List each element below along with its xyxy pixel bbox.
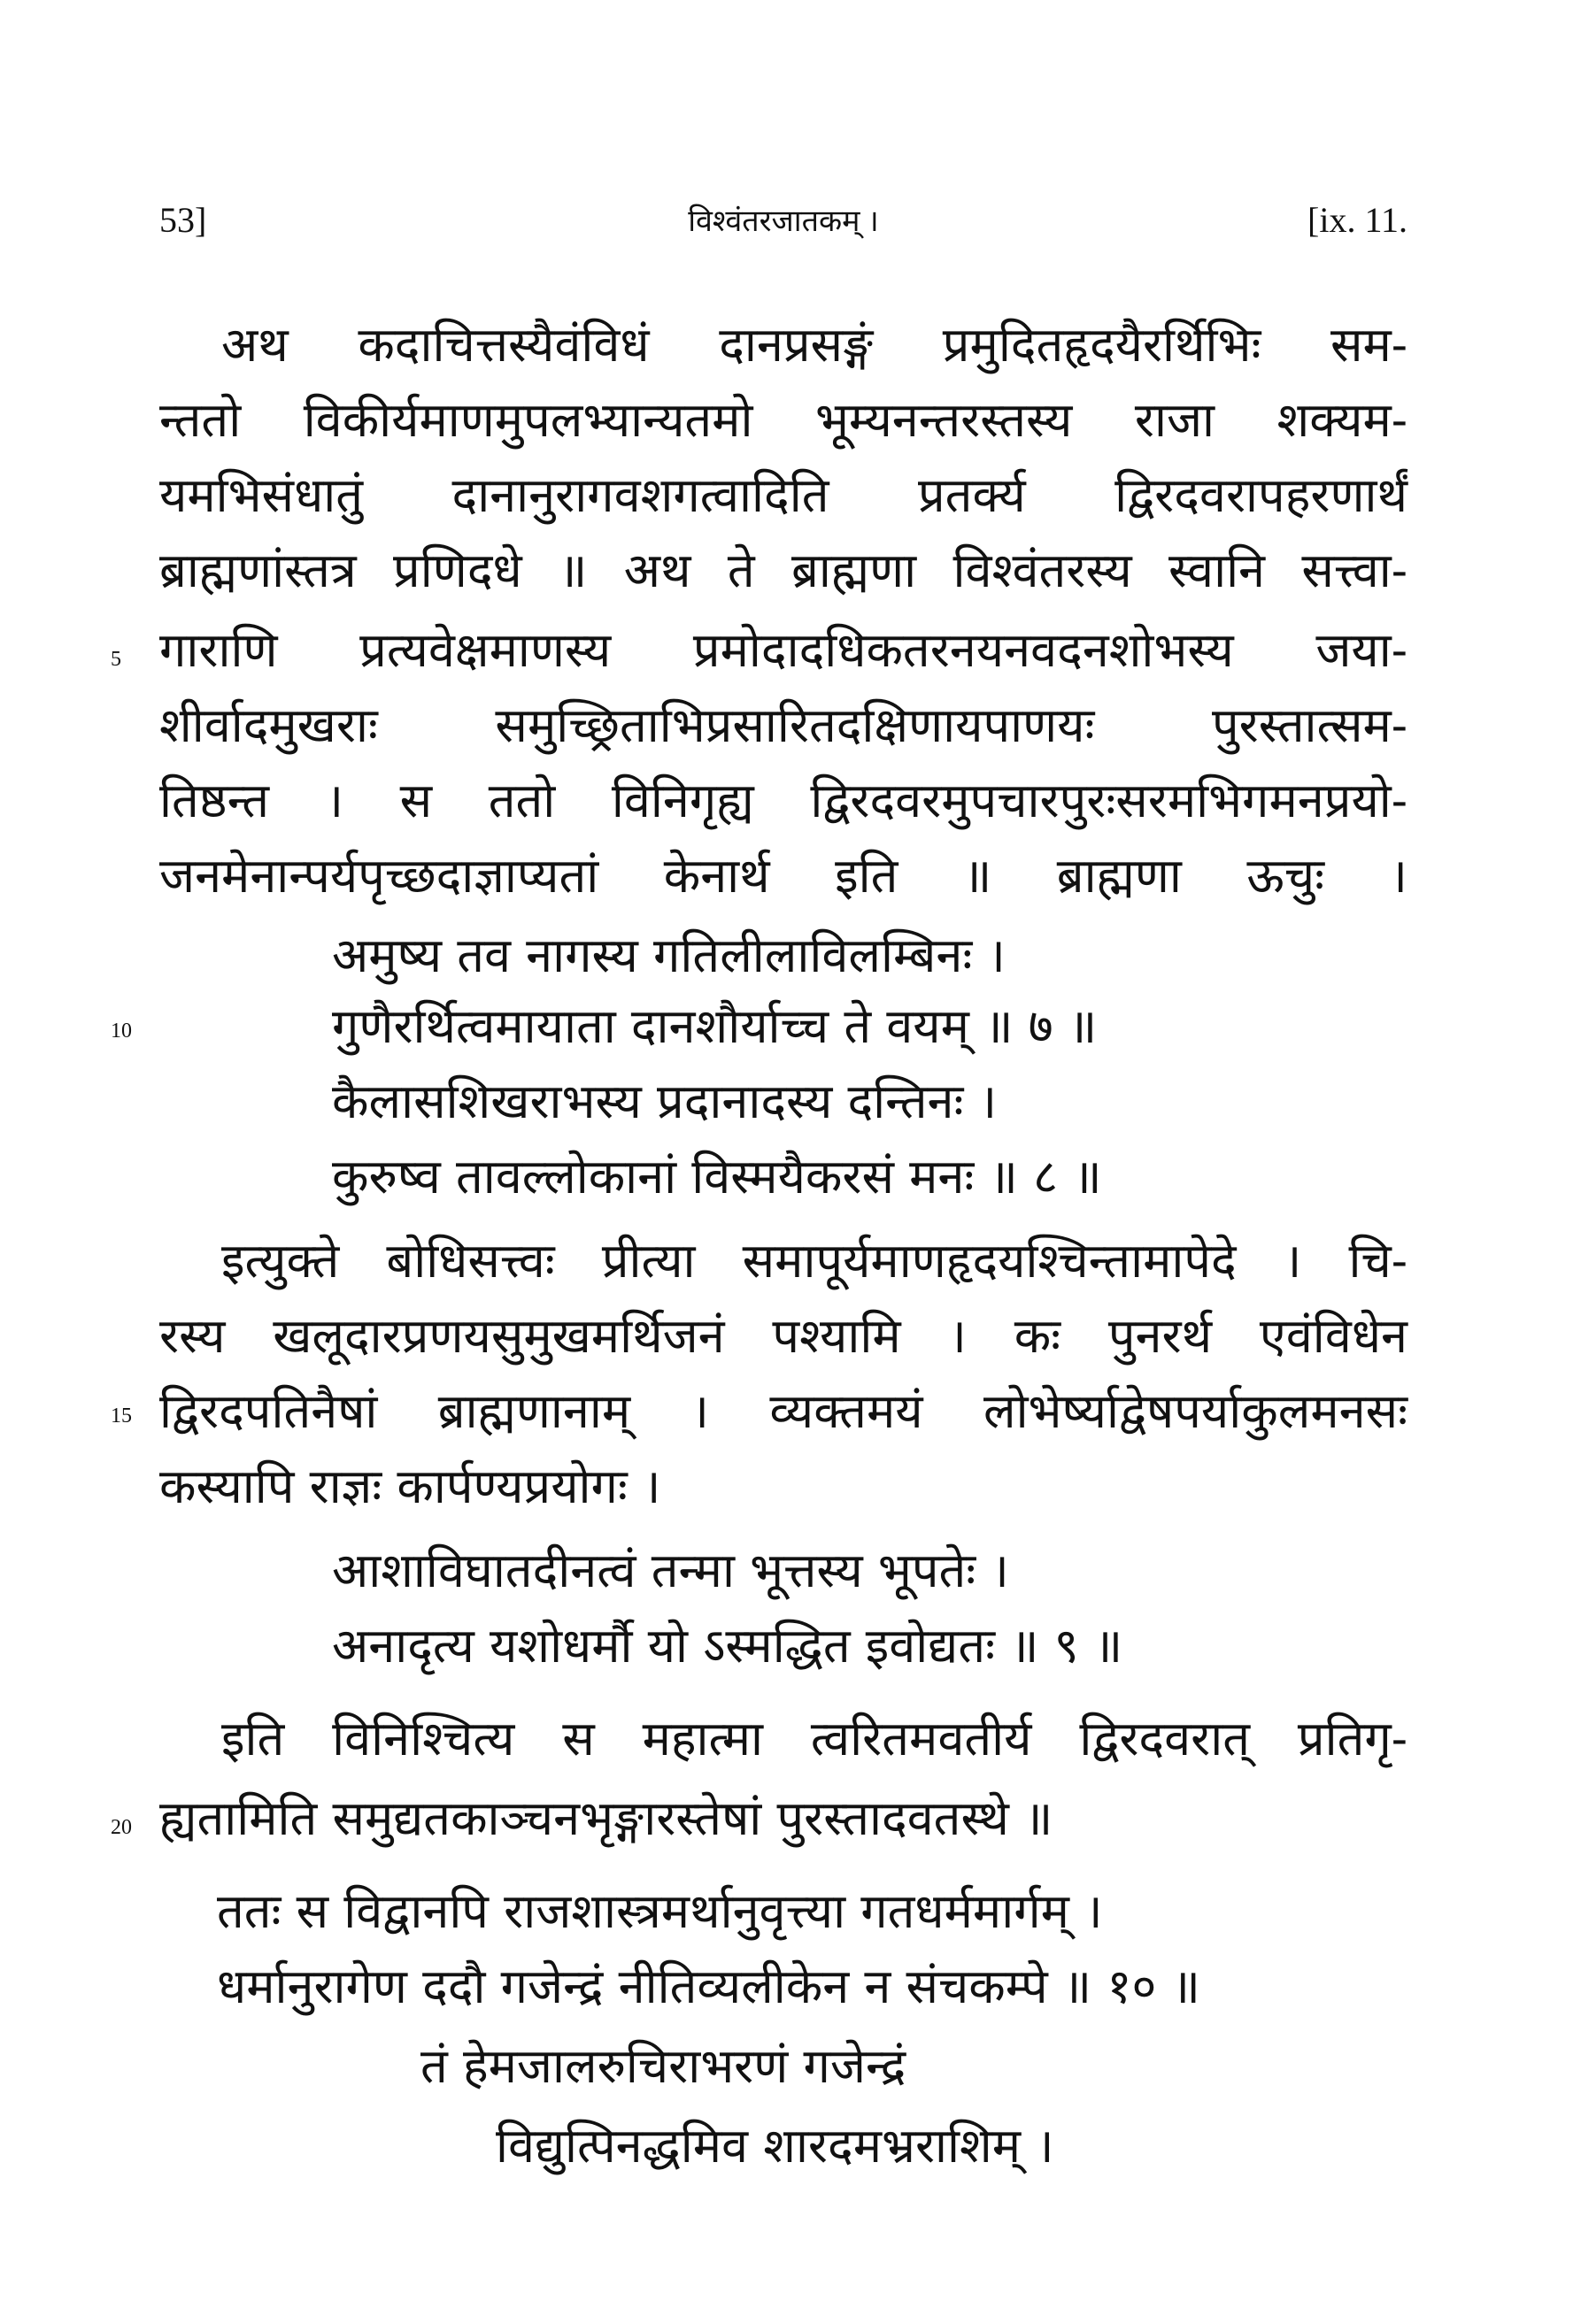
verse-line: कुरुष्व तावल्लोकानां विस्मयैकरसं मनः ॥ ८ ॥ [332, 1149, 1102, 1204]
text-line: द्विरदपतिनैषां ब्राह्मणानाम् । व्यक्तमयं लोभेर्ष्याद्वेषपर्याकुलमनसः [159, 1383, 1407, 1439]
line-number: 5 [111, 648, 121, 671]
running-header [159, 199, 1407, 252]
verse-line: गुणैरर्थित्वमायाता दानशौर्याच्च ते वयम् ॥ ७ ॥ [332, 998, 1098, 1054]
verse-line: विद्युत्पिनद्धमिव शारदमभ्रराशिम् । [496, 2118, 1054, 2174]
verse-line: तं हेमजालरुचिराभरणं गजेन्द्रं [420, 2038, 906, 2094]
text-line: अथ कदाचित्तस्यैवंविधं दानप्रसङ्गं प्रमुदितहृदयैरर्थिभिः सम- [221, 317, 1407, 373]
text-line: रस्य खलूदारप्रणयसुमुखमर्थिजनं पश्यामि । कः पुनरर्थ एवंविधेन [159, 1308, 1407, 1364]
line-number: 10 [111, 1020, 132, 1043]
text-line: जनमेनान्पर्यपृच्छदाज्ञाप्यतां केनार्थ इति ॥ ब्राह्मणा ऊचुः । [159, 848, 1407, 904]
verse-line: अमुष्य तव नागस्य गतिलीलाविलम्बिनः । [332, 927, 1006, 983]
line-number: 20 [111, 1816, 132, 1839]
text-line: इति विनिश्चित्य स महात्मा त्वरितमवतीर्य द्विरदवरात् प्रतिगृ- [221, 1711, 1407, 1766]
verse-line: धर्मानुरागेण ददौ गजेन्द्रं नीतिव्यलीकेन न संचकम्पे ॥ १० ॥ [217, 1958, 1200, 2014]
line-number: 15 [111, 1404, 132, 1427]
text-line: कस्यापि राज्ञः कार्पण्यप्रयोगः । [159, 1458, 661, 1514]
verse-line: कैलासशिखराभस्य प्रदानादस्य दन्तिनः । [332, 1074, 998, 1129]
verse-line: अनादृत्य यशोधर्मौ यो ऽस्मद्धित इवोद्यतः ॥ ९ ॥ [332, 1618, 1123, 1674]
text-line: न्ततो विकीर्यमाणमुपलभ्यान्यतमो भूम्यनन्तरस्तस्य राजा शक्यम- [159, 392, 1407, 448]
text-line: शीर्वादमुखराः समुच्छ्रिताभिप्रसारितदक्षिणायपाणयः पुरस्तात्सम- [159, 697, 1407, 753]
text-line: इत्युक्ते बोधिसत्त्वः प्रीत्या समापूर्यमाणहृदयश्चिन्तामापेदे । चि- [221, 1233, 1407, 1289]
text-line: यमभिसंधातुं दानानुरागवशगत्वादिति प्रतर्क्य द्विरदवरापहरणार्थं [159, 467, 1407, 523]
verse-line: आशाविघातदीनत्वं तन्मा भूत्तस्य भूपतेः । [332, 1543, 1009, 1598]
running-title: विश्वंतरजातकम् । [688, 205, 879, 238]
text-line: ह्यतामिति समुद्यतकाञ्चनभृङ्गारस्तेषां पुरस्तादवतस्थे ॥ [159, 1790, 1053, 1846]
verse-line: ततः स विद्वानपि राजशास्त्रमर्थानुवृत्त्या गतधर्ममार्गम् । [217, 1883, 1103, 1939]
text-line: तिष्ठन्त । स ततो विनिगृह्य द्विरदवरमुपचारपुरःसरमभिगमनप्रयो- [159, 773, 1407, 828]
text-line: गाराणि प्रत्यवेक्षमाणस्य प्रमोदादधिकतरनयनवदनशोभस्य जया- [159, 622, 1407, 678]
section-reference: [ix. 11. [1307, 200, 1407, 240]
text-line: ब्राह्मणांस्तत्र प्रणिदधे ॥ अथ ते ब्राह्मणा विश्वंतरस्य स्वानि सत्त्वा- [159, 543, 1407, 598]
page-number: 53] [159, 200, 207, 240]
